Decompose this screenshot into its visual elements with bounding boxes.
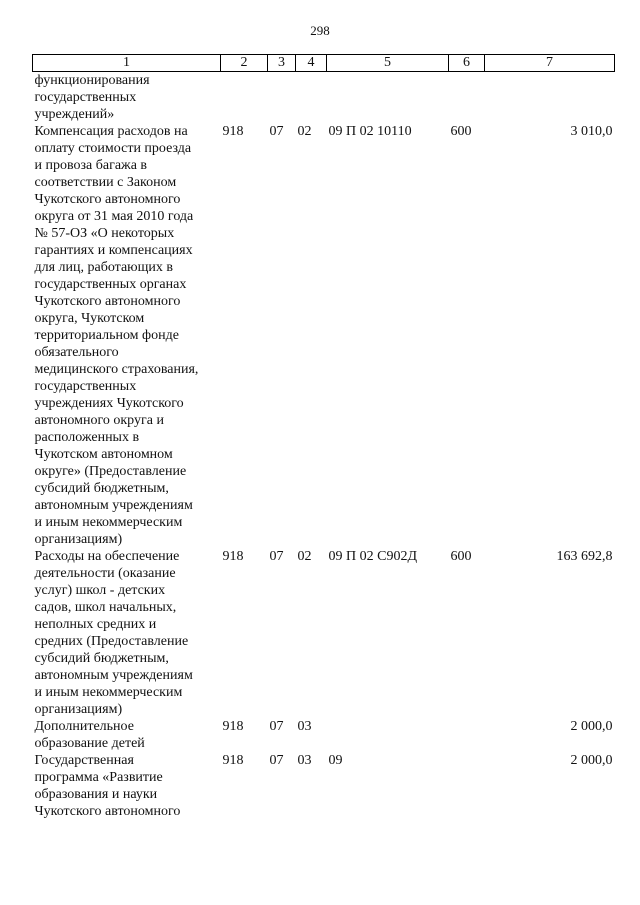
row-name-line: Чукотского автономного — [34, 804, 181, 819]
expense-type-code: 600 — [450, 124, 472, 139]
section-code: 07 — [269, 549, 284, 564]
row-name-line: неполных средних и — [34, 617, 157, 632]
row-name-line: Государственная — [34, 753, 134, 768]
section-code — [268, 72, 296, 124]
subsection-code: 02 — [297, 124, 312, 139]
section-code: 07 — [269, 719, 284, 734]
ministry-code: 918 — [222, 124, 244, 139]
row-name-cell — [33, 752, 221, 820]
row-name-cell — [33, 718, 221, 752]
table-row — [33, 718, 615, 752]
row-name-line: медицинского страхования, — [34, 362, 199, 377]
row-name-line: деятельности (оказание — [34, 566, 176, 581]
row-name-line: Дополнительное — [34, 719, 134, 734]
subsection-code: 03 — [297, 719, 312, 734]
row-name-line: обязательного — [34, 345, 119, 360]
target-article-code: 09 — [328, 753, 343, 768]
row-name-line: организациям) — [34, 702, 123, 717]
section-code: 07 — [269, 753, 284, 768]
row-name-line: Компенсация расходов на — [34, 124, 188, 139]
row-name-line: № 57-ОЗ «О некоторых — [34, 226, 175, 241]
row-name-line: организациям) — [34, 532, 123, 547]
row-name-line: субсидий бюджетным, — [34, 481, 169, 496]
row-name-line: территориальном фонде — [34, 328, 179, 343]
row-name-line: Чукотского автономного — [34, 294, 181, 309]
column-header: 2 — [221, 55, 268, 72]
target-article-code — [327, 718, 449, 752]
column-header: 1 — [33, 55, 221, 72]
row-name-line: оплату стоимости проезда — [34, 141, 192, 156]
row-name-line: субсидий бюджетным, — [34, 651, 169, 666]
row-name-line: услуг) школ - детских — [34, 583, 166, 598]
row-name-line: учреждений» — [34, 107, 115, 122]
row-name-line: программа «Развитие — [34, 770, 163, 785]
amount-value — [485, 72, 615, 124]
row-name-line: округа от 31 мая 2010 года — [34, 209, 194, 224]
target-article-code: 09 П 02 10110 — [328, 124, 412, 139]
row-name-cell — [33, 72, 221, 124]
row-name-line: расположенных в — [34, 430, 140, 445]
column-header-row — [33, 55, 615, 72]
page-number: 298 — [310, 23, 330, 38]
amount-value: 3 010,0 — [570, 124, 613, 139]
expense-type-code — [449, 718, 485, 752]
target-article-code: 09 П 02 С902Д — [328, 549, 417, 564]
row-name-line: автономным учреждениям — [34, 498, 193, 513]
row-name-cell — [33, 548, 221, 718]
row-name-cell — [33, 123, 221, 548]
subsection-code — [296, 72, 327, 124]
expense-type-code: 600 — [450, 549, 472, 564]
target-article-code — [327, 72, 449, 124]
row-name-line: государственных — [34, 90, 137, 105]
row-name-line: гарантиях и компенсациях — [34, 243, 193, 258]
table-row — [33, 123, 615, 548]
table-row — [33, 752, 615, 820]
ministry-code: 918 — [222, 719, 244, 734]
row-name-line: и провоза багажа в — [34, 158, 148, 173]
subsection-code: 03 — [297, 753, 312, 768]
column-header: 6 — [449, 55, 485, 72]
table-body — [33, 72, 615, 821]
row-name-line: и иным некоммерческим — [34, 515, 183, 530]
row-name-line: образование детей — [34, 736, 145, 751]
expense-type-code — [449, 752, 485, 820]
amount-value: 2 000,0 — [570, 753, 613, 768]
column-header: 3 — [268, 55, 296, 72]
row-name-line: автономным учреждениям — [34, 668, 193, 683]
column-header: 4 — [296, 55, 327, 72]
ministry-code — [221, 72, 268, 124]
row-name-line: округа, Чукотском — [34, 311, 145, 326]
row-name-line: средних (Предоставление — [34, 634, 189, 649]
row-name-line: Чукотском автономном — [34, 447, 173, 462]
ministry-code: 918 — [222, 753, 244, 768]
column-header: 5 — [327, 55, 449, 72]
amount-value: 2 000,0 — [570, 719, 613, 734]
row-name-line: образования и науки — [34, 787, 158, 802]
table-row — [33, 72, 615, 124]
row-name-line: функционирования — [34, 73, 150, 88]
row-name-line: государственных — [34, 379, 137, 394]
amount-value: 163 692,8 — [556, 549, 613, 564]
row-name-line: соответствии с Законом — [34, 175, 177, 190]
row-name-line: и иным некоммерческим — [34, 685, 183, 700]
section-code: 07 — [269, 124, 284, 139]
column-header: 7 — [485, 55, 615, 72]
expense-type-code — [449, 72, 485, 124]
subsection-code: 02 — [297, 549, 312, 564]
row-name-line: садов, школ начальных, — [34, 600, 177, 615]
row-name-line: государственных органах — [34, 277, 187, 292]
budget-table — [32, 54, 615, 820]
row-name-line: учреждениях Чукотского — [34, 396, 184, 411]
row-name-line: для лиц, работающих в — [34, 260, 174, 275]
row-name-line: Чукотского автономного — [34, 192, 181, 207]
row-name-line: Расходы на обеспечение — [34, 549, 180, 564]
row-name-line: автономного округа и — [34, 413, 164, 428]
ministry-code: 918 — [222, 549, 244, 564]
table-row — [33, 548, 615, 718]
row-name-line: округе» (Предоставление — [34, 464, 187, 479]
